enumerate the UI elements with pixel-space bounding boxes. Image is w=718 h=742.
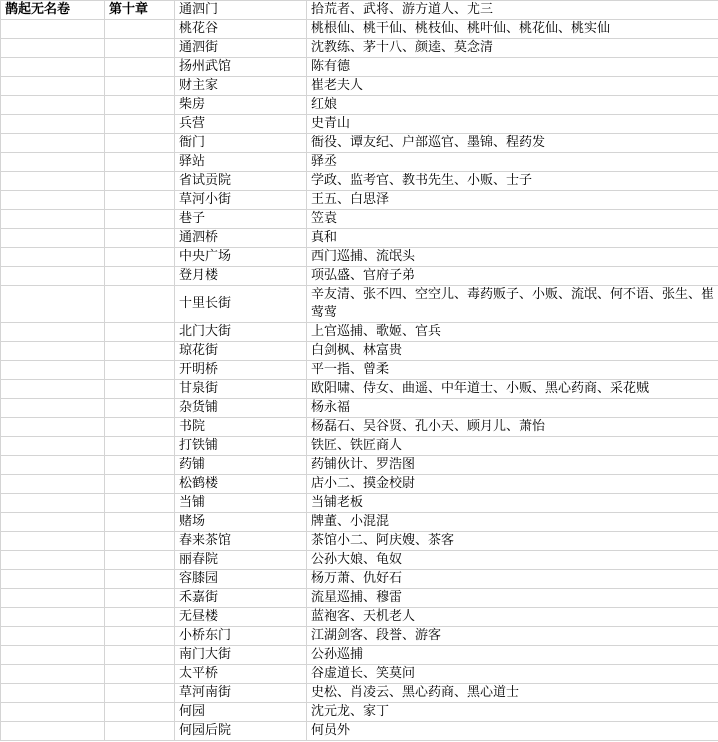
volume-cell[interactable]	[1, 456, 105, 475]
volume-cell[interactable]	[1, 399, 105, 418]
table-row[interactable]	[1, 248, 718, 267]
characters-cell[interactable]: 白剑枫、林富贵	[307, 342, 718, 361]
table-row[interactable]	[1, 494, 718, 513]
characters-cell[interactable]: 崔老夫人	[307, 77, 718, 96]
place-cell[interactable]: 小桥东门	[175, 627, 307, 646]
table-row[interactable]	[1, 532, 718, 551]
chapter-cell[interactable]	[105, 399, 175, 418]
table-row[interactable]	[1, 342, 718, 361]
place-cell[interactable]: 甘泉街	[175, 380, 307, 399]
table-row[interactable]	[1, 210, 718, 229]
characters-cell[interactable]: 公孙巡捕	[307, 646, 718, 665]
chapter-cell[interactable]	[105, 77, 175, 96]
volume-cell[interactable]	[1, 665, 105, 684]
table-row[interactable]	[1, 77, 718, 96]
volume-cell[interactable]	[1, 191, 105, 210]
volume-cell[interactable]	[1, 418, 105, 437]
place-cell[interactable]: 通泗门	[175, 1, 307, 20]
characters-cell[interactable]: 杨磊石、吴谷贤、孔小天、顾月儿、萧怡	[307, 418, 718, 437]
table-row[interactable]	[1, 475, 718, 494]
characters-cell[interactable]: 史松、肖凌云、黑心药商、黑心道士	[307, 684, 718, 703]
chapter-cell[interactable]	[105, 608, 175, 627]
table-row[interactable]	[1, 703, 718, 722]
chapter-cell[interactable]	[105, 134, 175, 153]
volume-cell[interactable]	[1, 513, 105, 532]
characters-cell[interactable]: 谷虚道长、笑莫问	[307, 665, 718, 684]
chapter-cell[interactable]	[105, 96, 175, 115]
table-row[interactable]	[1, 570, 718, 589]
volume-cell[interactable]	[1, 267, 105, 286]
characters-cell[interactable]: 衙役、谭友纪、户部巡官、墨锦、程药发	[307, 134, 718, 153]
volume-cell[interactable]	[1, 248, 105, 267]
table-row[interactable]	[1, 96, 718, 115]
table-row[interactable]	[1, 456, 718, 475]
place-cell[interactable]: 书院	[175, 418, 307, 437]
place-cell[interactable]: 草河南街	[175, 684, 307, 703]
volume-cell[interactable]	[1, 380, 105, 399]
table-row[interactable]	[1, 418, 718, 437]
volume-cell[interactable]	[1, 627, 105, 646]
volume-cell[interactable]	[1, 323, 105, 342]
place-cell[interactable]: 驿站	[175, 153, 307, 172]
chapter-cell[interactable]	[105, 684, 175, 703]
volume-cell[interactable]	[1, 96, 105, 115]
chapter-cell[interactable]	[105, 703, 175, 722]
chapter-cell[interactable]	[105, 172, 175, 191]
volume-cell[interactable]	[1, 115, 105, 134]
chapter-cell[interactable]	[105, 191, 175, 210]
place-cell[interactable]: 当铺	[175, 494, 307, 513]
table-row[interactable]	[1, 20, 718, 39]
chapter-cell[interactable]	[105, 494, 175, 513]
characters-cell[interactable]: 当铺老板	[307, 494, 718, 513]
place-cell[interactable]: 通泗街	[175, 39, 307, 58]
volume-cell[interactable]	[1, 361, 105, 380]
chapter-cell[interactable]	[105, 20, 175, 39]
characters-cell[interactable]: 桃根仙、桃干仙、桃枝仙、桃叶仙、桃花仙、桃实仙	[307, 20, 718, 39]
place-cell[interactable]: 兵营	[175, 115, 307, 134]
volume-cell[interactable]	[1, 134, 105, 153]
volume-cell[interactable]	[1, 646, 105, 665]
volume-cell[interactable]	[1, 703, 105, 722]
table-row[interactable]	[1, 153, 718, 172]
place-cell[interactable]: 禾嘉街	[175, 589, 307, 608]
table-row[interactable]	[1, 267, 718, 286]
chapter-cell[interactable]	[105, 589, 175, 608]
chapter-cell[interactable]	[105, 513, 175, 532]
volume-cell[interactable]	[1, 286, 105, 323]
place-cell[interactable]: 春来茶馆	[175, 532, 307, 551]
characters-cell[interactable]: 流星巡捕、穆雷	[307, 589, 718, 608]
place-cell[interactable]: 财主家	[175, 77, 307, 96]
place-cell[interactable]: 中央广场	[175, 248, 307, 267]
characters-cell[interactable]: 沈元龙、家丁	[307, 703, 718, 722]
volume-cell[interactable]	[1, 532, 105, 551]
chapter-cell[interactable]	[105, 248, 175, 267]
place-cell[interactable]: 北门大街	[175, 323, 307, 342]
chapter-cell[interactable]	[105, 418, 175, 437]
volume-cell[interactable]	[1, 77, 105, 96]
table-row[interactable]	[1, 361, 718, 380]
volume-cell[interactable]	[1, 39, 105, 58]
table-row[interactable]	[1, 513, 718, 532]
table-row[interactable]	[1, 323, 718, 342]
table-row[interactable]	[1, 39, 718, 58]
characters-cell[interactable]: 史青山	[307, 115, 718, 134]
volume-cell[interactable]	[1, 608, 105, 627]
characters-cell[interactable]: 驿丞	[307, 153, 718, 172]
chapter-cell[interactable]	[105, 475, 175, 494]
volume-cell[interactable]	[1, 210, 105, 229]
table-row[interactable]	[1, 608, 718, 627]
place-cell[interactable]: 南门大街	[175, 646, 307, 665]
characters-cell[interactable]: 上官巡捕、歌姬、官兵	[307, 323, 718, 342]
chapter-cell[interactable]	[105, 437, 175, 456]
volume-cell[interactable]	[1, 342, 105, 361]
place-cell[interactable]: 草河小街	[175, 191, 307, 210]
place-cell[interactable]: 药铺	[175, 456, 307, 475]
volume-cell[interactable]	[1, 722, 105, 741]
characters-cell[interactable]: 西门巡捕、流氓头	[307, 248, 718, 267]
place-cell[interactable]: 省试贡院	[175, 172, 307, 191]
chapter-cell[interactable]	[105, 267, 175, 286]
table-row[interactable]	[1, 722, 718, 741]
volume-cell[interactable]	[1, 570, 105, 589]
chapter-cell[interactable]	[105, 380, 175, 399]
characters-cell[interactable]: 杨永福	[307, 399, 718, 418]
table-row[interactable]	[1, 229, 718, 248]
characters-cell[interactable]: 项弘盛、官府子弟	[307, 267, 718, 286]
chapter-cell[interactable]	[105, 570, 175, 589]
place-cell[interactable]: 丽春院	[175, 551, 307, 570]
table-body	[1, 1, 718, 741]
chapter-cell[interactable]	[105, 342, 175, 361]
chapter-cell[interactable]	[105, 627, 175, 646]
table-row[interactable]	[1, 286, 718, 323]
place-cell[interactable]: 杂货铺	[175, 399, 307, 418]
volume-cell[interactable]: 鹊起无名卷	[1, 1, 105, 20]
place-cell[interactable]: 琼花街	[175, 342, 307, 361]
table-row[interactable]	[1, 551, 718, 570]
volume-cell[interactable]	[1, 20, 105, 39]
place-cell[interactable]: 登月楼	[175, 267, 307, 286]
characters-cell[interactable]: 江湖剑客、段誉、游客	[307, 627, 718, 646]
characters-cell[interactable]: 欧阳啸、侍女、曲遥、中年道士、小贩、黑心药商、采花贼	[307, 380, 718, 399]
place-cell[interactable]: 赌场	[175, 513, 307, 532]
characters-cell[interactable]: 拾荒者、武将、游方道人、尤三	[307, 1, 718, 20]
chapter-cell[interactable]	[105, 153, 175, 172]
characters-cell[interactable]: 药铺伙计、罗浩图	[307, 456, 718, 475]
volume-cell[interactable]	[1, 589, 105, 608]
table-row[interactable]	[1, 665, 718, 684]
table-row[interactable]	[1, 589, 718, 608]
characters-cell[interactable]: 沈教练、茅十八、颜逵、莫念清	[307, 39, 718, 58]
characters-cell[interactable]: 何员外	[307, 722, 718, 741]
chapter-cell[interactable]	[105, 58, 175, 77]
chapter-cell[interactable]: 第十章	[105, 1, 175, 20]
table-row[interactable]	[1, 1, 718, 20]
place-cell[interactable]: 开明桥	[175, 361, 307, 380]
table-row[interactable]	[1, 380, 718, 399]
characters-cell[interactable]: 店小二、摸金校尉	[307, 475, 718, 494]
characters-cell[interactable]: 蓝袍客、天机老人	[307, 608, 718, 627]
chapter-cell[interactable]	[105, 39, 175, 58]
volume-cell[interactable]	[1, 494, 105, 513]
chapter-cell[interactable]	[105, 551, 175, 570]
volume-cell[interactable]	[1, 551, 105, 570]
table-row[interactable]	[1, 437, 718, 456]
table-row[interactable]	[1, 115, 718, 134]
chapter-cell[interactable]	[105, 210, 175, 229]
place-cell[interactable]: 十里长街	[175, 286, 307, 323]
table-row[interactable]	[1, 58, 718, 77]
place-cell[interactable]: 何园	[175, 703, 307, 722]
table-row[interactable]	[1, 627, 718, 646]
chapter-cell[interactable]	[105, 361, 175, 380]
chapter-cell[interactable]	[105, 229, 175, 248]
chapter-cell[interactable]	[105, 665, 175, 684]
characters-cell[interactable]: 真和	[307, 229, 718, 248]
table-row[interactable]	[1, 684, 718, 703]
chapter-cell[interactable]	[105, 115, 175, 134]
characters-cell[interactable]: 辛友清、张不四、空空儿、毒药贩子、小贩、流氓、何不语、张生、崔莺莺	[307, 286, 718, 323]
table-row[interactable]	[1, 399, 718, 418]
characters-cell[interactable]: 陈有德	[307, 58, 718, 77]
chapter-cell[interactable]	[105, 722, 175, 741]
place-cell[interactable]: 衙门	[175, 134, 307, 153]
chapter-cell[interactable]	[105, 456, 175, 475]
place-cell[interactable]: 桃花谷	[175, 20, 307, 39]
characters-cell[interactable]: 红娘	[307, 96, 718, 115]
characters-cell[interactable]: 杨万萧、仇好石	[307, 570, 718, 589]
table-row[interactable]	[1, 191, 718, 210]
table-row[interactable]	[1, 134, 718, 153]
volume-cell[interactable]	[1, 172, 105, 191]
place-cell[interactable]: 何园后院	[175, 722, 307, 741]
chapter-cell[interactable]	[105, 323, 175, 342]
characters-cell[interactable]: 茶馆小二、阿庆嫂、茶客	[307, 532, 718, 551]
characters-cell[interactable]: 牌董、小混混	[307, 513, 718, 532]
place-cell[interactable]: 柴房	[175, 96, 307, 115]
volume-cell[interactable]	[1, 229, 105, 248]
chapter-cell[interactable]	[105, 286, 175, 323]
place-cell[interactable]: 巷子	[175, 210, 307, 229]
characters-cell[interactable]: 铁匠、铁匠商人	[307, 437, 718, 456]
characters-cell[interactable]: 公孙大娘、龟奴	[307, 551, 718, 570]
chapter-cell[interactable]	[105, 532, 175, 551]
characters-cell[interactable]: 笠袁	[307, 210, 718, 229]
place-cell[interactable]: 松鹤楼	[175, 475, 307, 494]
place-cell[interactable]: 打铁铺	[175, 437, 307, 456]
volume-cell[interactable]	[1, 475, 105, 494]
place-cell[interactable]: 扬州武馆	[175, 58, 307, 77]
place-cell[interactable]: 太平桥	[175, 665, 307, 684]
characters-cell[interactable]: 王五、白思泽	[307, 191, 718, 210]
table-row[interactable]	[1, 172, 718, 191]
characters-cell[interactable]: 平一指、曾柔	[307, 361, 718, 380]
chapter-cell[interactable]	[105, 646, 175, 665]
volume-cell[interactable]	[1, 58, 105, 77]
place-cell[interactable]: 通泗桥	[175, 229, 307, 248]
place-cell[interactable]: 无昼楼	[175, 608, 307, 627]
volume-cell[interactable]	[1, 153, 105, 172]
characters-cell[interactable]: 学政、监考官、教书先生、小贩、士子	[307, 172, 718, 191]
table-row[interactable]	[1, 646, 718, 665]
volume-cell[interactable]	[1, 684, 105, 703]
volume-cell[interactable]	[1, 437, 105, 456]
place-cell[interactable]: 容膝园	[175, 570, 307, 589]
